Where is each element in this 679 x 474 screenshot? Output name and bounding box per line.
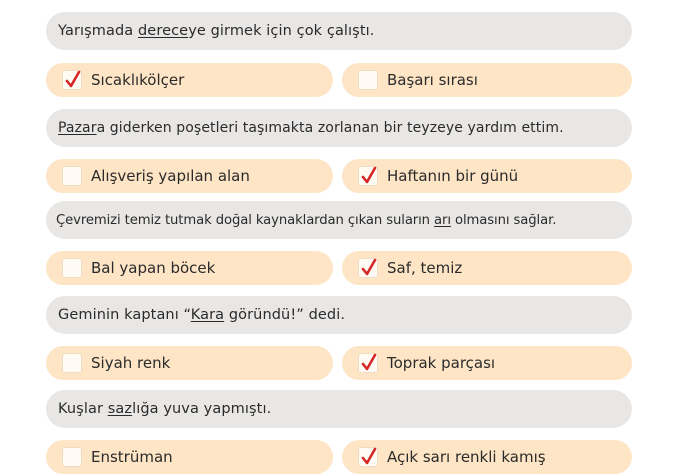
option-3a[interactable]: [46, 251, 333, 285]
checkbox-checked[interactable]: [358, 353, 378, 373]
sentence-text: Kuşlar sazlığa yuva yapmıştı.: [58, 401, 272, 417]
question-sentence-4: [46, 296, 632, 334]
option-2a[interactable]: [46, 159, 333, 193]
option-label: Enstrüman: [91, 448, 173, 466]
option-1b[interactable]: [342, 63, 632, 97]
target-word: Pazar: [58, 120, 97, 136]
checkbox-unchecked[interactable]: [62, 447, 82, 467]
option-label: Sıcaklıkölçer: [91, 71, 185, 89]
checkbox-unchecked[interactable]: [62, 353, 82, 373]
option-5b[interactable]: [342, 440, 632, 474]
option-label: Toprak parçası: [387, 354, 496, 372]
option-3b[interactable]: [342, 251, 632, 285]
option-label: Haftanın bir günü: [387, 167, 519, 185]
sentence-text: Pazara giderken poşetleri taşımakta zorlanan bir teyzeye yardım ettim.: [58, 120, 564, 136]
sentence-text: Çevremizi temiz tutmak doğal kaynaklardan çıkan suların arı olmasını sağlar.: [56, 212, 557, 228]
option-2b[interactable]: [342, 159, 632, 193]
checkbox-unchecked[interactable]: [358, 70, 378, 90]
option-label: Başarı sırası: [387, 71, 478, 89]
checkmark-icon: [360, 258, 378, 278]
checkmark-icon: [360, 353, 378, 373]
question-sentence-3: [46, 201, 632, 239]
option-label: Alışveriş yapılan alan: [91, 167, 250, 185]
checkmark-icon: [64, 70, 82, 90]
option-1a[interactable]: [46, 63, 333, 97]
option-5a[interactable]: [46, 440, 333, 474]
checkbox-checked[interactable]: [358, 258, 378, 278]
question-sentence-1: [46, 12, 632, 50]
target-word: derece: [138, 23, 189, 39]
target-word: Kara: [190, 307, 225, 323]
checkbox-unchecked[interactable]: [62, 258, 82, 278]
option-4b[interactable]: [342, 346, 632, 380]
option-4a[interactable]: [46, 346, 333, 380]
question-sentence-2: [46, 109, 632, 147]
option-label: Siyah renk: [91, 354, 171, 372]
checkmark-icon: [360, 447, 378, 467]
sentence-text: Yarışmada dereceye girmek için çok çalıştı.: [58, 23, 375, 39]
checkbox-unchecked[interactable]: [62, 166, 82, 186]
checkbox-checked[interactable]: [358, 447, 378, 467]
option-label: Bal yapan böcek: [91, 259, 216, 277]
sentence-text: Geminin kaptanı “Kara göründü!” dedi.: [58, 307, 346, 323]
option-label: Saf, temiz: [387, 259, 463, 277]
checkbox-checked[interactable]: [62, 70, 82, 90]
question-sentence-5: [46, 390, 632, 428]
target-word: saz: [107, 401, 133, 417]
checkbox-checked[interactable]: [358, 166, 378, 186]
checkmark-icon: [360, 166, 378, 186]
option-label: Açık sarı renkli kamış: [387, 448, 546, 466]
target-word: arı: [434, 212, 451, 228]
